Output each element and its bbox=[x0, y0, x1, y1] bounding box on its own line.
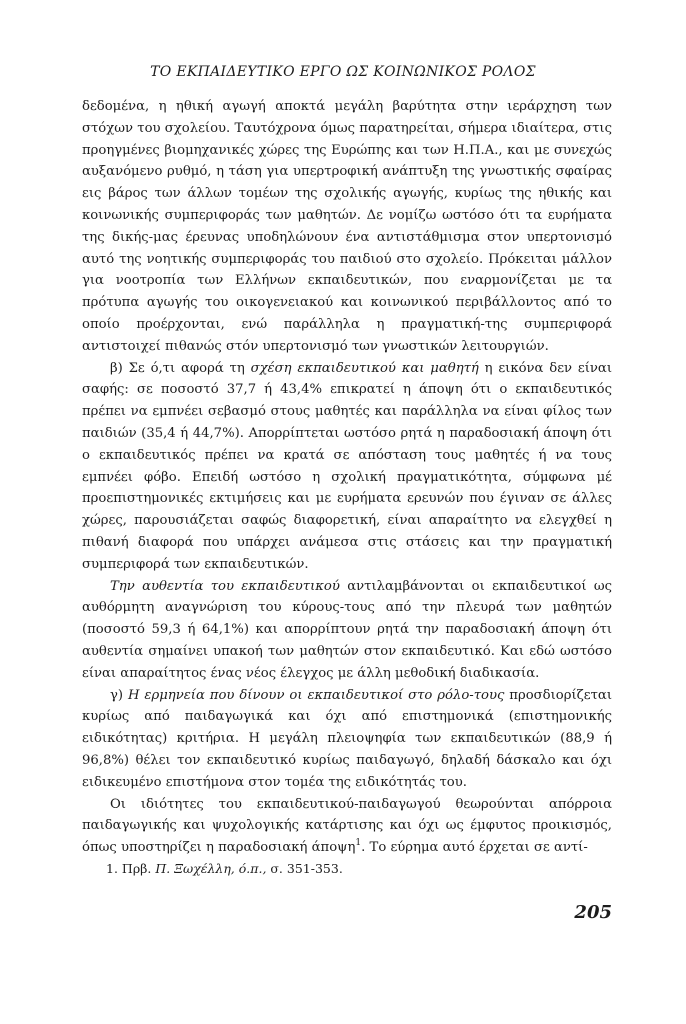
page-number: 205 bbox=[574, 902, 612, 923]
paragraph-5-text-a: Οι ιδιότητες του εκπαιδευτικού-παιδαγωγού θεωρούνται απόρροια παιδαγωγικής και ψυχολογικής κατάρτισης και όχι ως έμφυτος προικισμός, όπως υποστηρίζει η παραδοσιακή άποψη bbox=[82, 796, 612, 856]
paragraph-2-text-a: β) Σε ό,τι αφορά τη bbox=[110, 360, 251, 376]
paragraph-4 bbox=[82, 685, 612, 794]
paragraph-4-emphasis: Η ερμηνεία που δίνουν οι εκπαιδευτικοί στο ρόλο-τους bbox=[127, 687, 505, 703]
body-text bbox=[82, 96, 612, 859]
footnote-prefix: Πρβ. bbox=[121, 861, 156, 876]
footnote bbox=[106, 861, 343, 876]
paragraph-1-text: δεδομένα, η ηθική αγωγή αποκτά μεγάλη βαρύτητα στην ιεράρχηση των στόχων του σχολείου. Ταυτόχρονα όμως παρατηρείται, σήμερα ιδιαίτερα, στις προηγμένες βιομηχανικές χώρες της Ευρώπης και των Η.Π.Α., και με συνεχώς αυξανόμενο ρυθμό, η τάση για υπερτροφική ανάπτυξη της γνωστικής σφαίρας εις βάρος των άλλων τομέων της σχολικής αγωγής, κυρίως της ηθικής και κοινωνικής συμπεριφοράς των μαθητών. Δε νομίζω ωστόσο ότι τα ευρήματα της δικής-μας έρευνας υποδηλώνουν ένα αντιστάθμισμα στον υπερτονισμό αυτό της νοητικής συμπεριφοράς του παιδιού στο σχολείο. Πρόκειται μάλλον για νοοτροπία των Ελλήνων εκπαιδευτικών, που εναρμονίζεται με τα πρότυπα αγωγής του οικογενειακού και κοινωνικού περιβάλλοντος από το οποίο προέρχονται, ενώ παράλληλα η πραγματική-της συμπεριφορά αντιστοιχεί πιθανώς στόν υπερτονισμό των γνωστικών λειτουργιών. bbox=[82, 99, 612, 354]
footnote-pages: σ. 351-353. bbox=[266, 861, 343, 876]
paragraph-3-emphasis: αυθεντία του εκπαιδευτικού bbox=[142, 578, 340, 594]
paragraph-3-lead: Την bbox=[110, 578, 143, 594]
paragraph-3-text: αντιλαμβάνονται οι εκπαιδευτικοί ως αυθόρμητη αναγνώριση του κύρους-τους από την πλευρά των μαθητών (ποσοστό 59,3 ή 64,1%) και απορρίπτουν ρητά την παραδοσιακή άποψη ότι αυθεντία σημαίνει υπακοή των μαθητών στον εκπαιδευτικό. Και εδώ ωστόσο είναι απαραίτητος ένας νέος έλεγχος με άλλη μεθοδική διαδικασία. bbox=[82, 578, 613, 681]
footnote-reference[interactable]: 1 bbox=[355, 838, 362, 849]
paragraph-2-text-b: η εικόνα δεν είναι σαφής: σε ποσοστό 37,7 ή 43,4% επικρατεί η άποψη ότι ο εκπαιδευτικός πρέπει να εμπνέει σεβασμό στους μαθητές και παράλληλα να είναι φίλος των παιδιών (35,4 ή 44,7%). Απορρίπτεται ωστόσο ρητά η παραδοσιακή άποψη ότι ο εκπαιδευτικός πρέπει να κρατά σε απόσταση τους μαθητές ή να τους εμπνέει φόβο. Επειδή ωστόσο η σχολική πραγματικότητα, σύμφωνα μέ προεπιστημονικές εκτιμήσεις και με ευρήματα ερευνών που έγιναν σε άλλες χώρες, παρουσιάζεται σαφώς διαφορετική, είναι απαραίτητο να ελεγχθεί η πιθανή διαφορά που υπάρχει ανάμεσα στις στάσεις και την πραγματική συμπεριφορά των εκπαιδευτικών. bbox=[82, 360, 612, 572]
paragraph-5-text-b: . Το εύρημα αυτό έρχεται σε αντί- bbox=[361, 840, 588, 856]
footnote-author: Π. Ξωχέλλη, ό.π., bbox=[155, 861, 267, 876]
paragraph-3 bbox=[82, 576, 612, 685]
paragraph-5 bbox=[82, 794, 612, 859]
paragraph-2 bbox=[82, 358, 612, 576]
running-head: ΤΟ ΕΚΠΑΙΔΕΥΤΙΚΟ ΕΡΓΟ ΩΣ ΚΟΙΝΩΝΙΚΟΣ ΡΟΛΟΣ bbox=[150, 64, 536, 80]
paragraph-4-text: προσδιορίζεται κυρίως από παιδαγωγικά και όχι από επιστημονικά (επιστημονικής ειδικότητας) κριτήρια. Η μεγάλη πλειοψηφία των εκπαιδευτικών (88,9 ή 96,8%) θέλει τον εκπαιδευτικό κυρίως παιδαγωγό, δηλαδή δάσκαλο και όχι ειδικευμένο επιστήμονα στον τομέα της ειδικότητάς του. bbox=[82, 687, 612, 790]
footnote-number: 1. bbox=[106, 861, 118, 876]
paragraph-2-emphasis: σχέση εκπαιδευτικού και μαθητή bbox=[250, 360, 479, 376]
paragraph-1 bbox=[82, 96, 612, 358]
paragraph-4-marker: γ) bbox=[110, 687, 128, 703]
